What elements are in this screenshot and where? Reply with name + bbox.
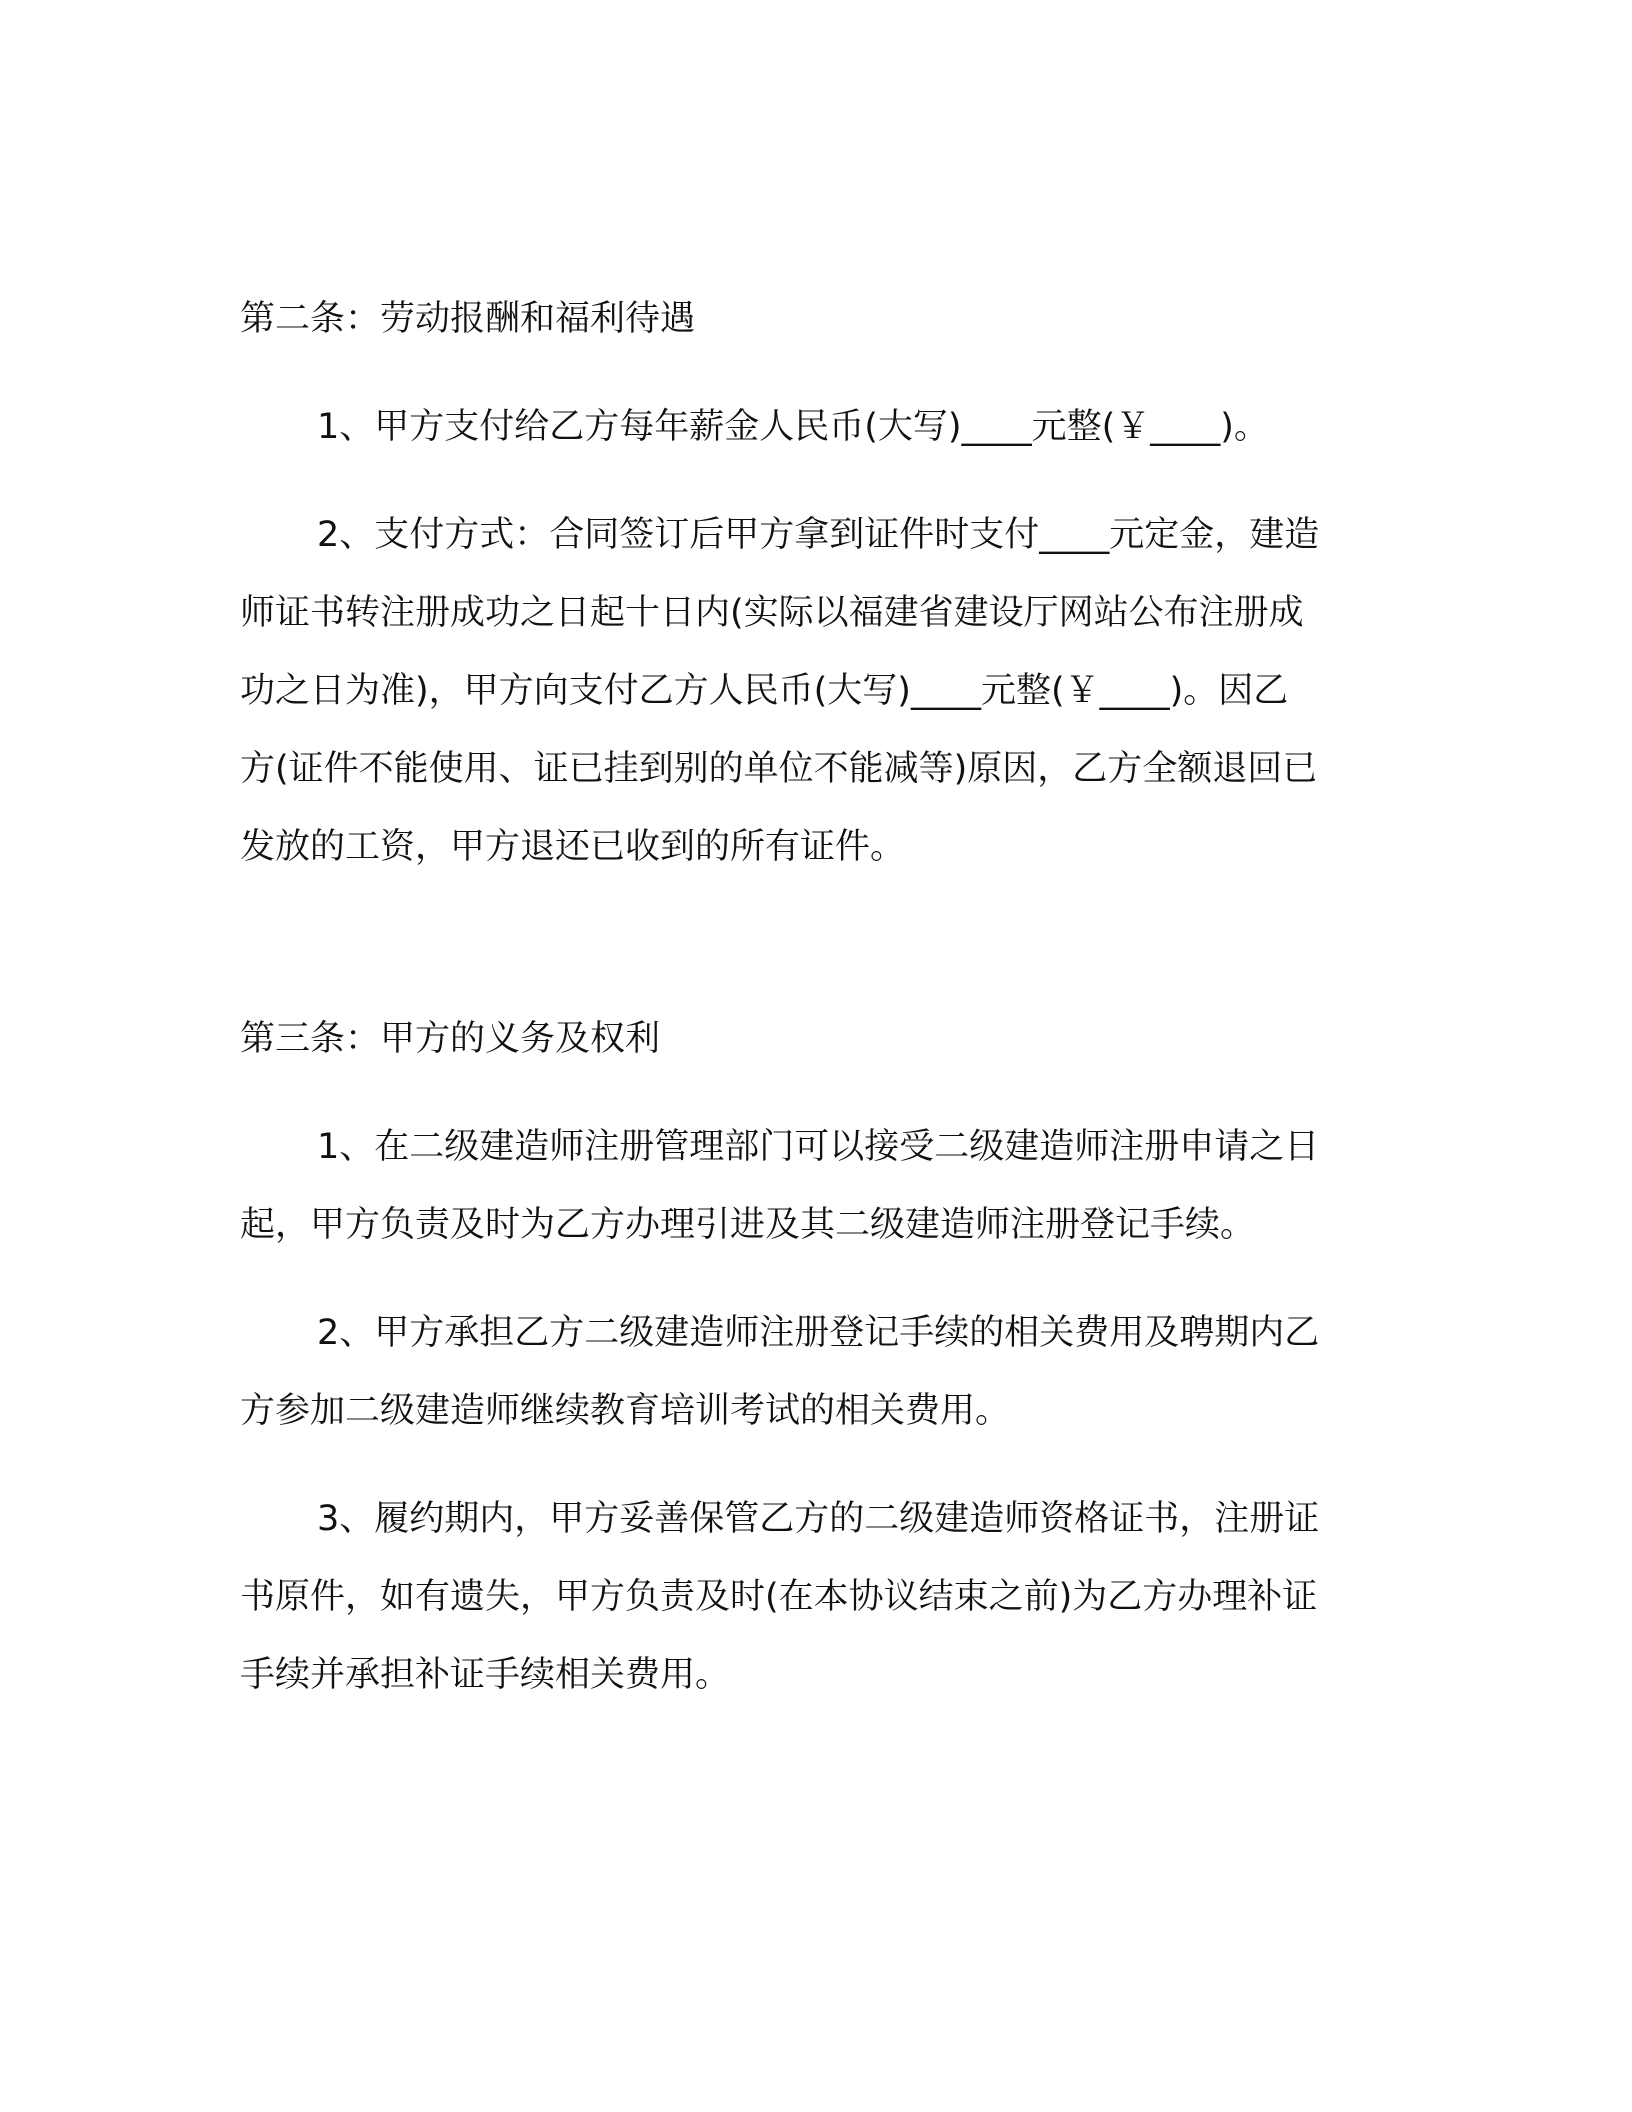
article-2-item-2-line: 功之日为准)，甲方向支付乙方人民币(大写)____元整(￥____)。因乙 [240, 671, 1289, 711]
article-3-item-1 [240, 1108, 1390, 1264]
article-3-item-1-line: 起，甲方负责及时为乙方办理引进及其二级建造师注册登记手续。 [240, 1205, 1256, 1245]
article-2-item-2 [240, 496, 1390, 886]
article-2-item-1: 1、甲方支付给乙方每年薪金人民币(大写)____元整(￥____)。 [317, 407, 1269, 447]
article-2-item-2-line: 师证书转注册成功之日起十日内(实际以福建省建设厅网站公布注册成 [240, 593, 1304, 633]
article-3-item-3-line: 3、履约期内，甲方妥善保管乙方的二级建造师资格证书，注册证 [317, 1499, 1320, 1539]
article-3-item-2-line: 方参加二级建造师继续教育培训考试的相关费用。 [240, 1391, 1011, 1431]
article-3-item-2-line: 2、甲方承担乙方二级建造师注册登记手续的相关费用及聘期内乙 [317, 1313, 1320, 1353]
article-2-heading: 第二条：劳动报酬和福利待遇 [240, 299, 696, 339]
article-3-heading: 第三条：甲方的义务及权利 [240, 1019, 661, 1059]
article-2-item-2-line: 2、支付方式：合同签订后甲方拿到证件时支付____元定金，建造 [317, 515, 1320, 555]
article-2 [240, 280, 1390, 886]
article-3-item-2 [240, 1294, 1390, 1450]
article-3-item-1-line: 1、在二级建造师注册管理部门可以接受二级建造师注册申请之日 [317, 1127, 1320, 1167]
article-3-item-3-line: 手续并承担补证手续相关费用。 [240, 1655, 731, 1695]
article-3-item-3 [240, 1480, 1390, 1714]
article-3 [240, 1000, 1390, 1714]
article-3-item-3-line: 书原件，如有遗失，甲方负责及时(在本协议结束之前)为乙方办理补证 [240, 1577, 1318, 1617]
article-2-item-2-line: 方(证件不能使用、证已挂到别的单位不能减等)原因，乙方全额退回已 [240, 749, 1318, 789]
article-2-item-2-line: 发放的工资，甲方退还已收到的所有证件。 [240, 827, 906, 867]
